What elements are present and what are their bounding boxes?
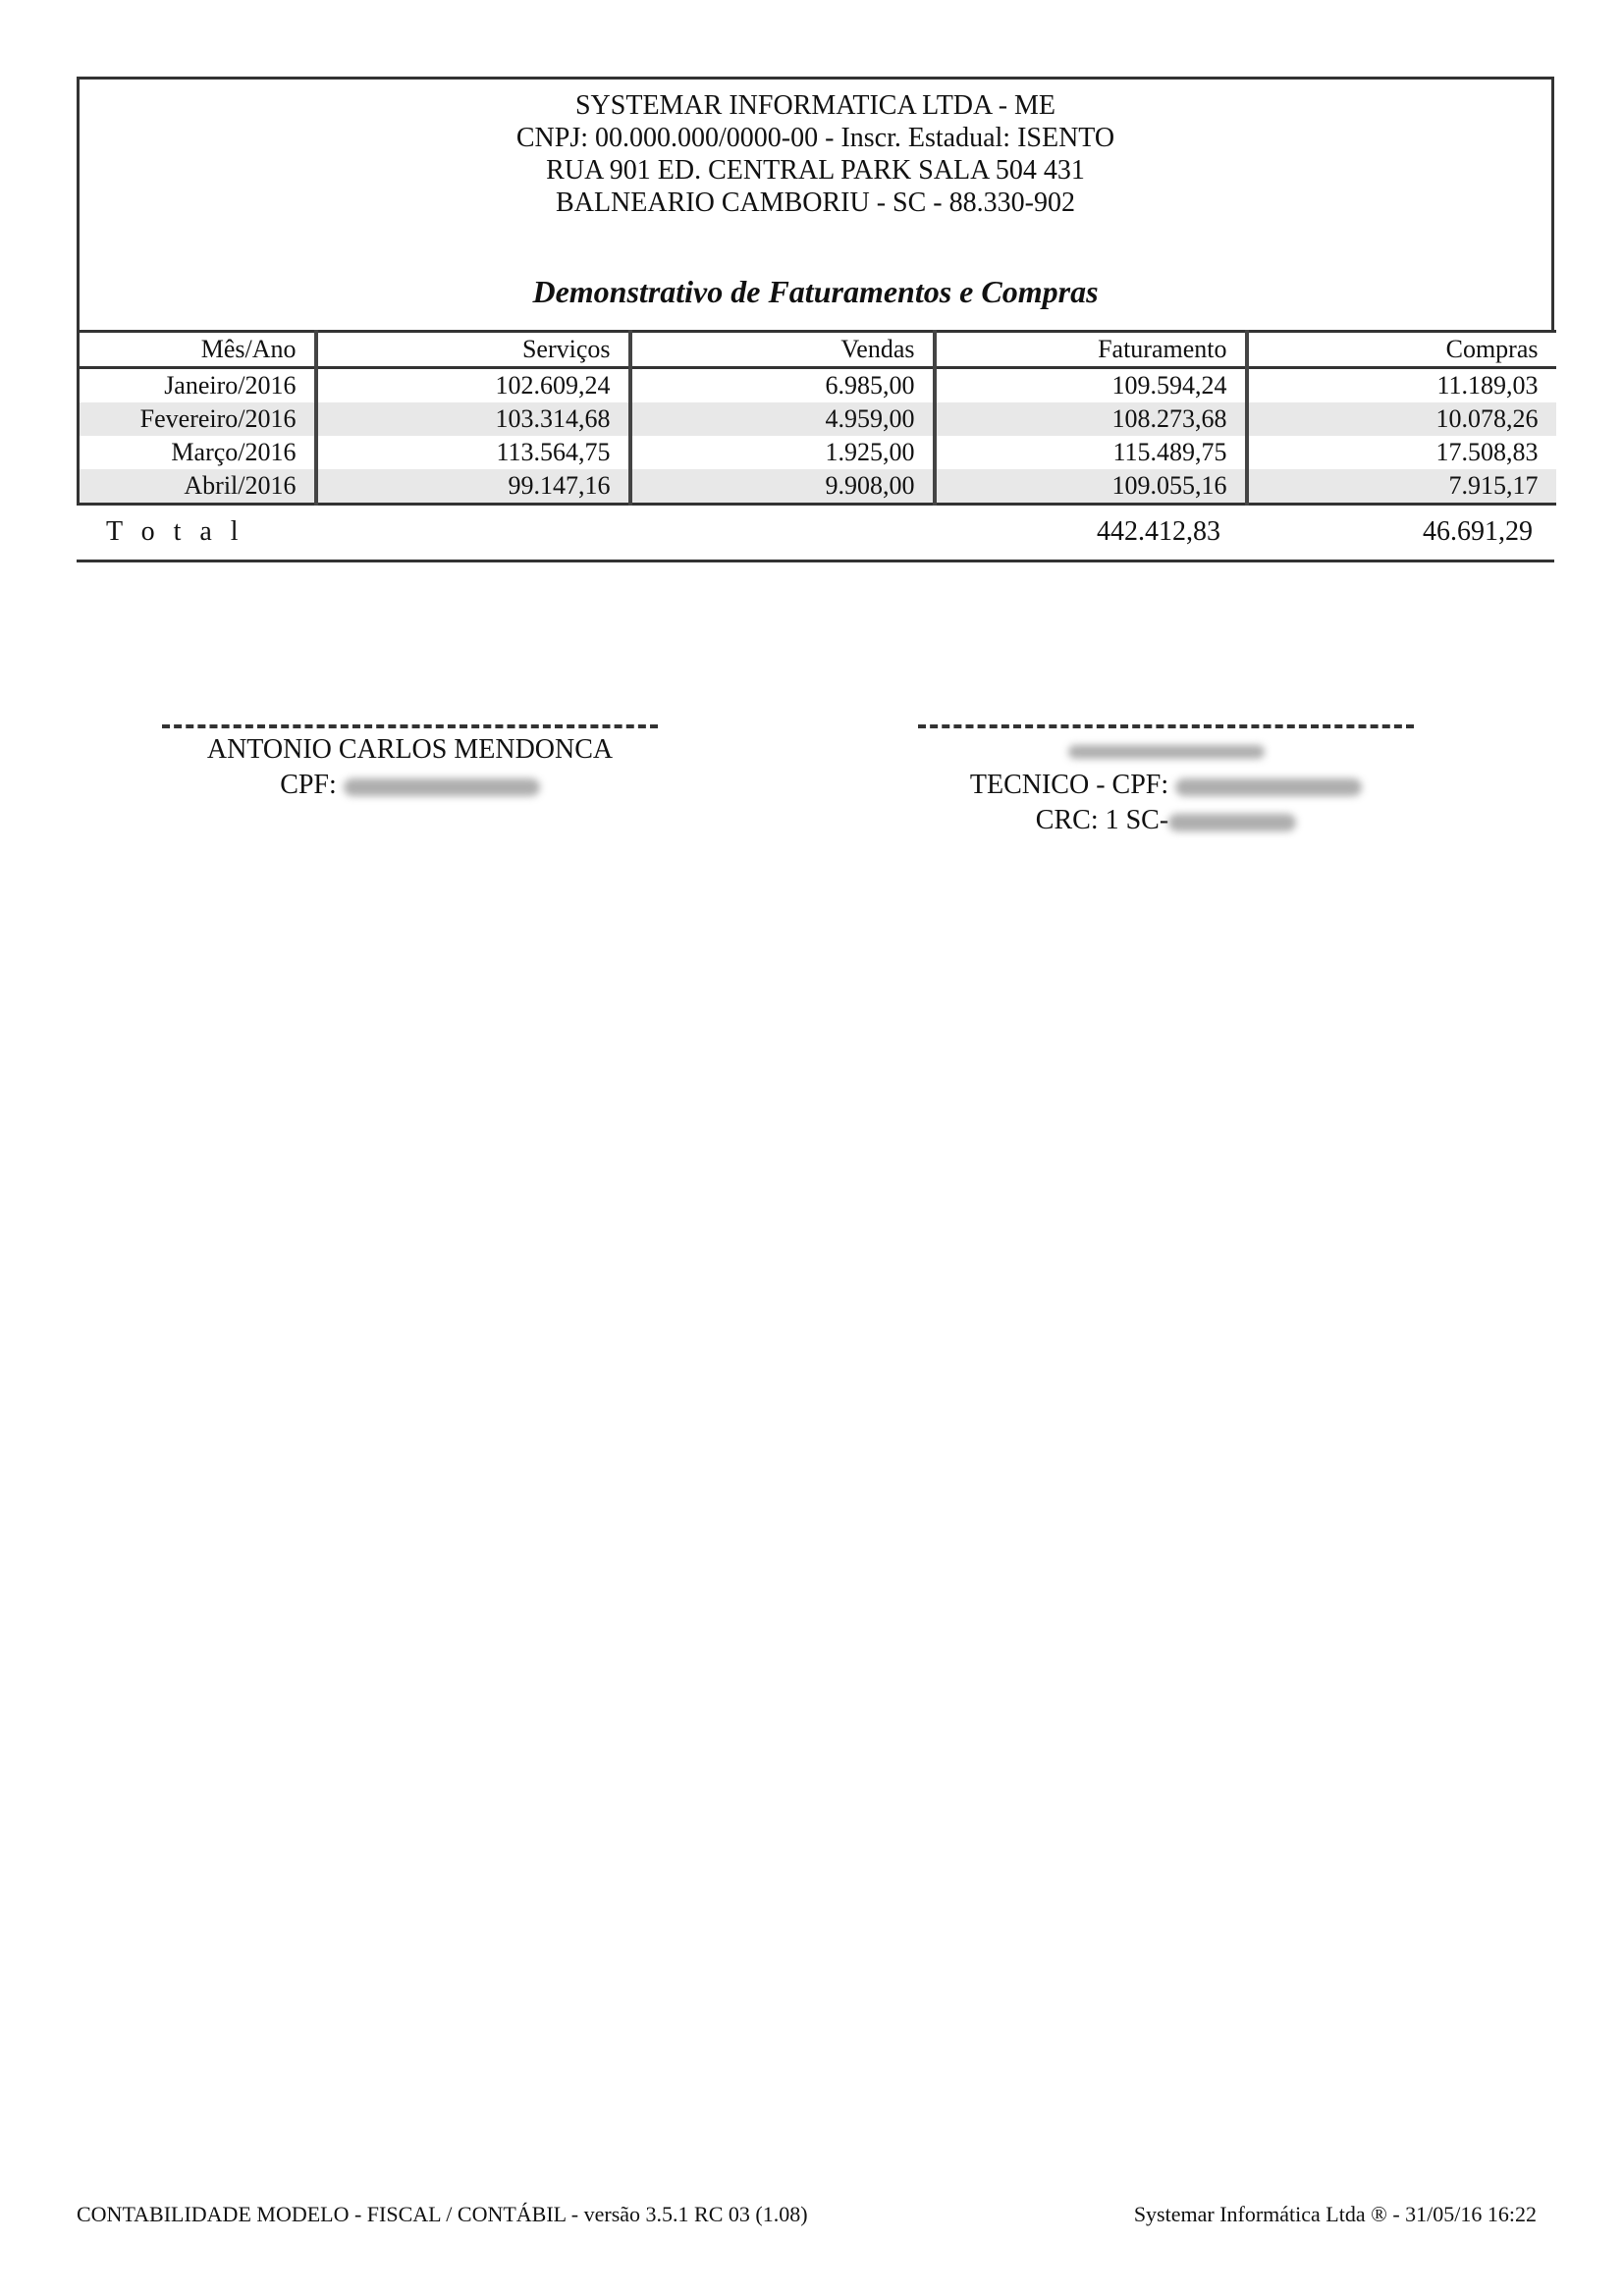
- company-name: SYSTEMAR INFORMATICA LTDA - ME: [574, 90, 1056, 121]
- cell-services: 102.609,24: [316, 368, 630, 403]
- col-header-purchases: Compras: [1445, 335, 1539, 363]
- total-purchases: 46.691,29: [1423, 516, 1533, 547]
- company-address: RUA 901 ED. CENTRAL PARK SALA 504 431: [546, 155, 1085, 186]
- signer-cpf: [162, 768, 658, 803]
- signer-role-cpf: [918, 768, 1414, 803]
- cell-services: 113.564,75: [316, 436, 630, 469]
- cell-services: 103.314,68: [316, 402, 630, 436]
- cell-month: Abril/2016: [79, 469, 316, 505]
- cell-purchases: 7.915,17: [1247, 469, 1556, 505]
- signer-crc: [918, 803, 1414, 838]
- cell-month: Março/2016: [79, 436, 316, 469]
- col-header-services: Serviços: [316, 332, 630, 368]
- cell-services: 99.147,16: [316, 469, 630, 505]
- billing-table: [77, 330, 1556, 506]
- cell-purchases: 10.078,26: [1247, 402, 1556, 436]
- redacted-value: [1175, 778, 1362, 796]
- total-label: T o t a l: [106, 516, 244, 547]
- report-title: Demonstrativo de Faturamentos e Compras: [532, 274, 1099, 309]
- footer-left: CONTABILIDADE MODELO - FISCAL / CONTÁBIL - versão 3.5.1 RC 03 (1.08): [77, 2202, 808, 2226]
- cell-purchases: 11.189,03: [1436, 371, 1539, 400]
- cell-month: Janeiro/2016: [79, 368, 316, 403]
- signature-right: [918, 724, 1414, 838]
- signer-name: ANTONIO CARLOS MENDONCA: [206, 734, 614, 765]
- cell-billing: 115.489,75: [935, 436, 1247, 469]
- cell-month: Fevereiro/2016: [79, 402, 316, 436]
- cell-sales: 9.908,00: [630, 469, 935, 505]
- footer-right: Systemar Informática Ltda ® - 31/05/16 16:22: [1133, 2202, 1537, 2226]
- col-header-billing: Faturamento: [935, 332, 1247, 368]
- company-block: [80, 89, 1551, 219]
- cell-purchases: 17.508,83: [1435, 438, 1539, 466]
- company-cnpj: CNPJ: 00.000.000/0000-00 - Inscr. Estadual: ISENTO: [515, 123, 1115, 153]
- table-row: [79, 368, 1556, 403]
- company-city: BALNEARIO CAMBORIU - SC - 88.330-902: [556, 187, 1075, 218]
- table-row: [79, 402, 1556, 436]
- table-header-row: [79, 332, 1556, 368]
- signer-name-redacted: [918, 732, 1414, 768]
- cell-billing: 108.273,68: [935, 402, 1247, 436]
- total-row: [77, 510, 1554, 562]
- total-billing: 442.412,83: [1097, 516, 1220, 547]
- redacted-value: [1168, 814, 1296, 831]
- redacted-value: [344, 778, 540, 796]
- cell-billing: 109.055,16: [935, 469, 1247, 505]
- signer-crc-label: CRC: 1 SC-: [1035, 805, 1169, 835]
- signer-cpf-label: CPF:: [280, 770, 337, 800]
- signature-line: [162, 724, 658, 728]
- signature-left: [162, 724, 658, 803]
- redacted-value: [1068, 745, 1265, 759]
- report-header: [77, 77, 1554, 330]
- col-header-sales: Vendas: [630, 332, 935, 368]
- cell-sales: 6.985,00: [630, 368, 935, 403]
- cell-billing: 109.594,24: [935, 368, 1247, 403]
- cell-sales: 4.959,00: [630, 402, 935, 436]
- signature-line: [918, 724, 1414, 728]
- col-header-month: Mês/Ano: [79, 332, 316, 368]
- signer-role-label: TECNICO - CPF:: [969, 770, 1169, 800]
- cell-sales: 1.925,00: [630, 436, 935, 469]
- table-row: [79, 469, 1556, 505]
- table-row: [79, 436, 1556, 469]
